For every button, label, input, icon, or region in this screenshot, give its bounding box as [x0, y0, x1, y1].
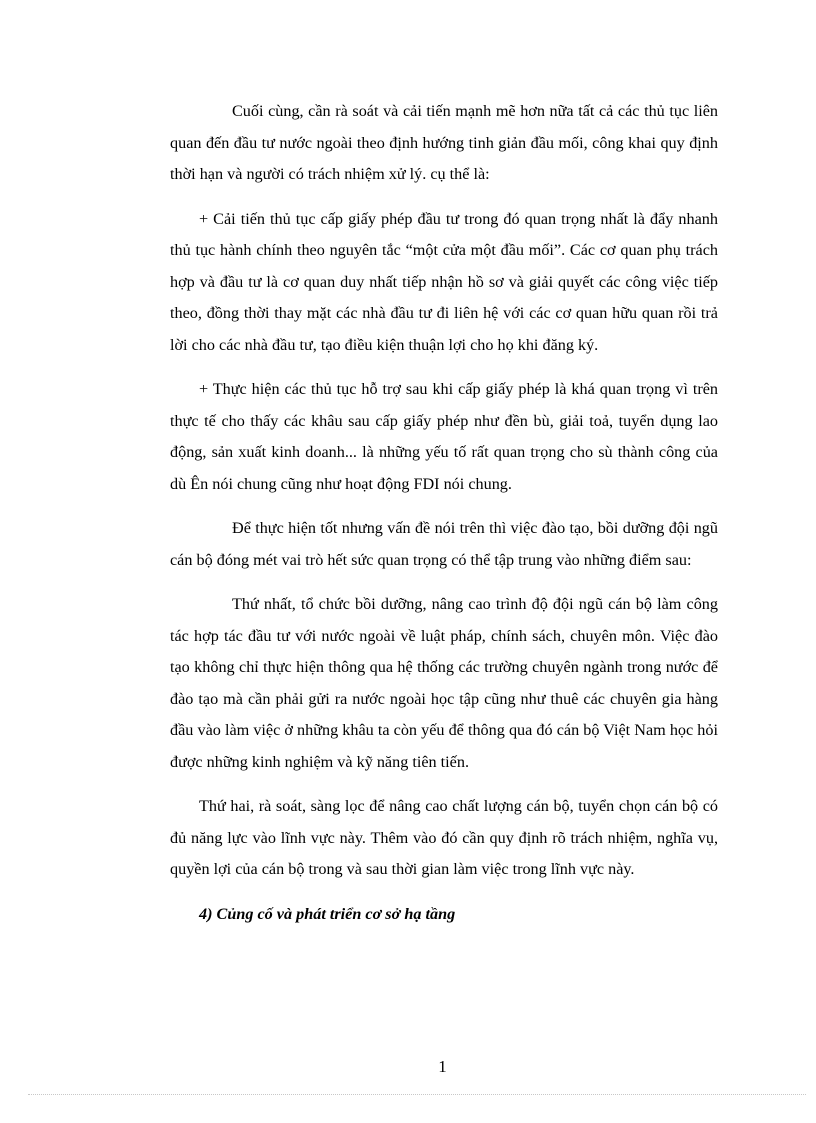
paragraph-investment-license: + Cải tiến thủ tục cấp giấy phép đầu tư trong đó quan trọng nhất là đẩy nhanh thủ tục hành chính theo nguyên tắc “một cửa một đầu mối”. Các cơ quan phụ trách hợp và đầu tư là cơ quan duy nhất tiếp nhận hồ sơ và giải quyết các công việc tiếp theo, đồng thời thay mặt các nhà đầu tư đi liên hệ với các cơ quan hữu quan rồi trả lời cho các nhà đầu tư, tạo điều kiện thuận lợi cho họ khi đăng ký. — [170, 209, 718, 354]
paragraph-administrative-procedures: Cuối cùng, cần rà soát và cải tiến mạnh mẽ hơn nữa tất cả các thủ tục liên quan đến đầu tư nước ngoài theo định hướng tinh giản đầu mối, công khai quy định thời hạn và người có trách nhiệm xử lý. cụ thể là: — [170, 102, 718, 183]
paragraph-post-license-support: + Thực hiện các thủ tục hỗ trợ sau khi cấp giấy phép là khá quan trọng vì trên thực tế cho thấy các khâu sau cấp giấy phép như đền bù, giải toả, tuyển dụng lao động, sản xuất kinh doanh... là những yếu tố rất quan trọng cho sù thành công của dù Ên nói chung cũng như hoạt động FDI nói chung. — [170, 380, 718, 493]
paragraph-staff-training: Để thực hiện tốt nhưng vấn đề nói trên thì việc đào tạo, bồi dưỡng đội ngũ cán bộ đóng mét vai trò hết sức quan trọng có thể tập trung vào những điểm sau: — [170, 519, 718, 569]
page-number: 1 — [438, 1057, 447, 1076]
section-heading: 4) Củng cố và phát triển cơ sở hạ tầng — [199, 904, 456, 923]
paragraph-second-point: Thứ hai, rà soát, sàng lọc để nâng cao chất lượng cán bộ, tuyển chọn cán bộ có đủ năng lực vào lĩnh vực này. Thêm vào đó cần quy định rõ trách nhiệm, nghĩa vụ, quyền lợi của cán bộ trong và sau thời gian làm việc trong lĩnh vực này. — [170, 797, 718, 878]
paragraph-first-point: Thứ nhất, tổ chức bồi dưỡng, nâng cao trình độ đội ngũ cán bộ làm công tác hợp tác đầu tư với nước ngoài về luật pháp, chính sách, chuyên môn. Việc đào tạo không chỉ thực hiện thông qua hệ thống các trường chuyên ngành trong nước để đào tạo mà cần phải gửi ra nước ngoài học tập cũng như thuê các chuyên gia hàng đầu vào làm việc ở những khâu ta còn yếu để thông qua đó cán bộ Việt Nam học hỏi được những kinh nghiệm và kỹ năng tiên tiến. — [170, 595, 718, 771]
document-body — [170, 96, 718, 930]
page-bottom-divider — [28, 1094, 806, 1095]
